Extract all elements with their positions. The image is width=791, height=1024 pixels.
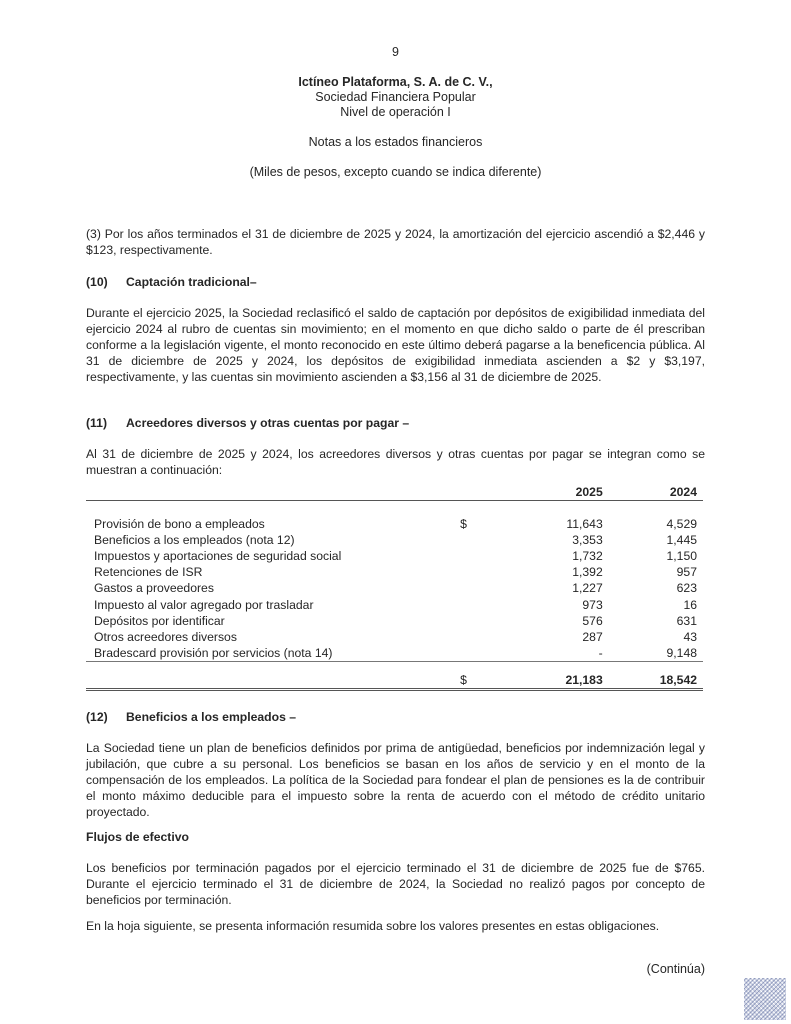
note-12-body: La Sociedad tiene un plan de beneficios definidos por prima de antigüedad, beneficios por indemnización legal y jubilación, que cubre a su personal. Los beneficios se basan en los años de servicio y en el monto de la compensación de los empleados. La política de la Sociedad para fondear el plan de pensiones es la de contribuir el monto máximo deducible para el impuesto sobre la renta de acuerdo con el método de crédito unitario proyectado. <box>86 741 705 819</box>
table-row <box>86 629 703 645</box>
closing-paragraph: En la hoja siguiente, se presenta información resumida sobre los valores presentes en estas obligaciones. <box>86 919 660 933</box>
value-2025: 11,643 <box>566 517 603 532</box>
note-11-title: Acreedores diversos y otras cuentas por pagar – <box>126 416 410 430</box>
column-header-2024: 2024 <box>603 484 703 501</box>
value-2025: 973 <box>582 597 603 612</box>
row-label: Beneficios a los empleados (nota 12) <box>94 533 295 548</box>
operation-level: Nivel de operación I <box>340 105 451 119</box>
currency-sign: $ <box>460 672 509 690</box>
value-2025: 1,227 <box>572 581 603 596</box>
table-row <box>86 564 703 580</box>
creditors-table <box>86 484 703 691</box>
company-name: Ictíneo Plataforma, S. A. de C. V., <box>298 75 493 89</box>
note-12-number: (12) <box>86 710 108 724</box>
value-2025: 1,392 <box>572 565 603 580</box>
table-row <box>86 613 703 629</box>
total-2025: 21,183 <box>509 672 602 690</box>
row-label: Bradescard provisión por servicios (nota 14) <box>86 645 460 662</box>
table-row <box>86 548 703 564</box>
row-label: Otros acreedores diversos <box>94 629 237 644</box>
row-label: Impuesto al valor agregado por trasladar <box>94 597 314 612</box>
note-10-heading <box>86 274 705 290</box>
units-note: (Miles de pesos, excepto cuando se indica diferente) <box>249 165 542 179</box>
currency-sign <box>460 613 509 629</box>
continues-label: (Continúa) <box>646 962 705 976</box>
note-12-title: Beneficios a los empleados – <box>126 710 297 724</box>
value-2025: 576 <box>582 613 603 628</box>
total-2024: 18,542 <box>603 672 703 690</box>
currency-sign: $ <box>460 517 467 532</box>
currency-sign <box>460 597 509 613</box>
note-11-heading <box>86 415 705 431</box>
value-2025: 1,732 <box>572 549 603 564</box>
qr-code-icon <box>744 978 786 1020</box>
row-label: Retenciones de ISR <box>94 565 203 580</box>
row-label: Depósitos por identificar <box>94 613 225 628</box>
table-total-row <box>86 672 703 690</box>
note-10-body: Durante el ejercicio 2025, la Sociedad reclasificó el saldo de captación por depósitos de exigibilidad inmediata del ejercicio 2024 al rubro de cuentas sin movimiento; en el momento en que dicho saldo o parte de él prescriban conforme a la legislación vigente, el monto reconocido en este último deberá pagarse a la beneficencia pública. Al 31 de diciembre de 2025 y 2024, los depósitos de exigibilidad inmediata ascienden a $2 y $3,197, respectivamente, y las cuentas sin movimiento ascienden a $3,156 al 31 de diciembre de 2025. <box>86 306 705 384</box>
table-row <box>86 645 703 662</box>
table-row <box>86 597 703 613</box>
value-2025: - <box>509 645 602 662</box>
document-header <box>0 75 791 180</box>
currency-sign <box>460 548 509 564</box>
column-header-2025: 2025 <box>509 484 602 501</box>
note-11-intro: Al 31 de diciembre de 2025 y 2024, los acreedores diversos y otras cuentas por pagar se integran como se muestran a continuación: <box>86 447 705 477</box>
note-10-title: Captación tradicional– <box>126 275 257 289</box>
table-row <box>86 516 703 532</box>
value-2024: 43 <box>683 629 697 644</box>
cashflow-body: Los beneficios por terminación pagados por el ejercicio terminado el 31 de diciembre de 2025 fue de $765. Durante el ejercicio terminado el 31 de diciembre de 2024, la Sociedad no realizó pagos por concepto de beneficios por terminación. <box>86 861 705 907</box>
currency-sign <box>460 580 509 596</box>
document-title: Notas a los estados financieros <box>308 135 483 149</box>
note-11-number: (11) <box>86 416 108 430</box>
table-row <box>86 580 703 596</box>
note-10-number: (10) <box>86 275 108 289</box>
row-label: Provisión de bono a empleados <box>94 517 265 532</box>
row-label: Gastos a proveedores <box>94 581 214 596</box>
table-row <box>86 532 703 548</box>
row-label: Impuestos y aportaciones de seguridad social <box>94 549 342 564</box>
value-2024: 623 <box>676 581 697 596</box>
value-2024: 9,148 <box>603 645 703 662</box>
value-2024: 1,445 <box>666 533 697 548</box>
value-2025: 287 <box>582 629 603 644</box>
value-2024: 16 <box>683 597 697 612</box>
value-2024: 1,150 <box>666 549 697 564</box>
entity-type: Sociedad Financiera Popular <box>315 90 476 104</box>
note-12-heading <box>86 709 705 725</box>
currency-sign <box>460 564 509 580</box>
currency-sign <box>460 532 509 548</box>
value-2024: 631 <box>676 613 697 628</box>
value-2024: 4,529 <box>666 517 697 532</box>
value-2025: 3,353 <box>572 533 603 548</box>
table-header-row <box>86 484 703 501</box>
value-2024: 957 <box>676 565 697 580</box>
footnote-3: (3) Por los años terminados el 31 de diciembre de 2025 y 2024, la amortización del ejercicio ascendió a $2,446 y $123, respectivamente. <box>86 227 705 257</box>
currency-sign <box>460 645 509 662</box>
page-number: 9 <box>392 45 399 59</box>
cashflow-heading: Flujos de efectivo <box>86 830 189 844</box>
currency-sign <box>460 629 509 645</box>
